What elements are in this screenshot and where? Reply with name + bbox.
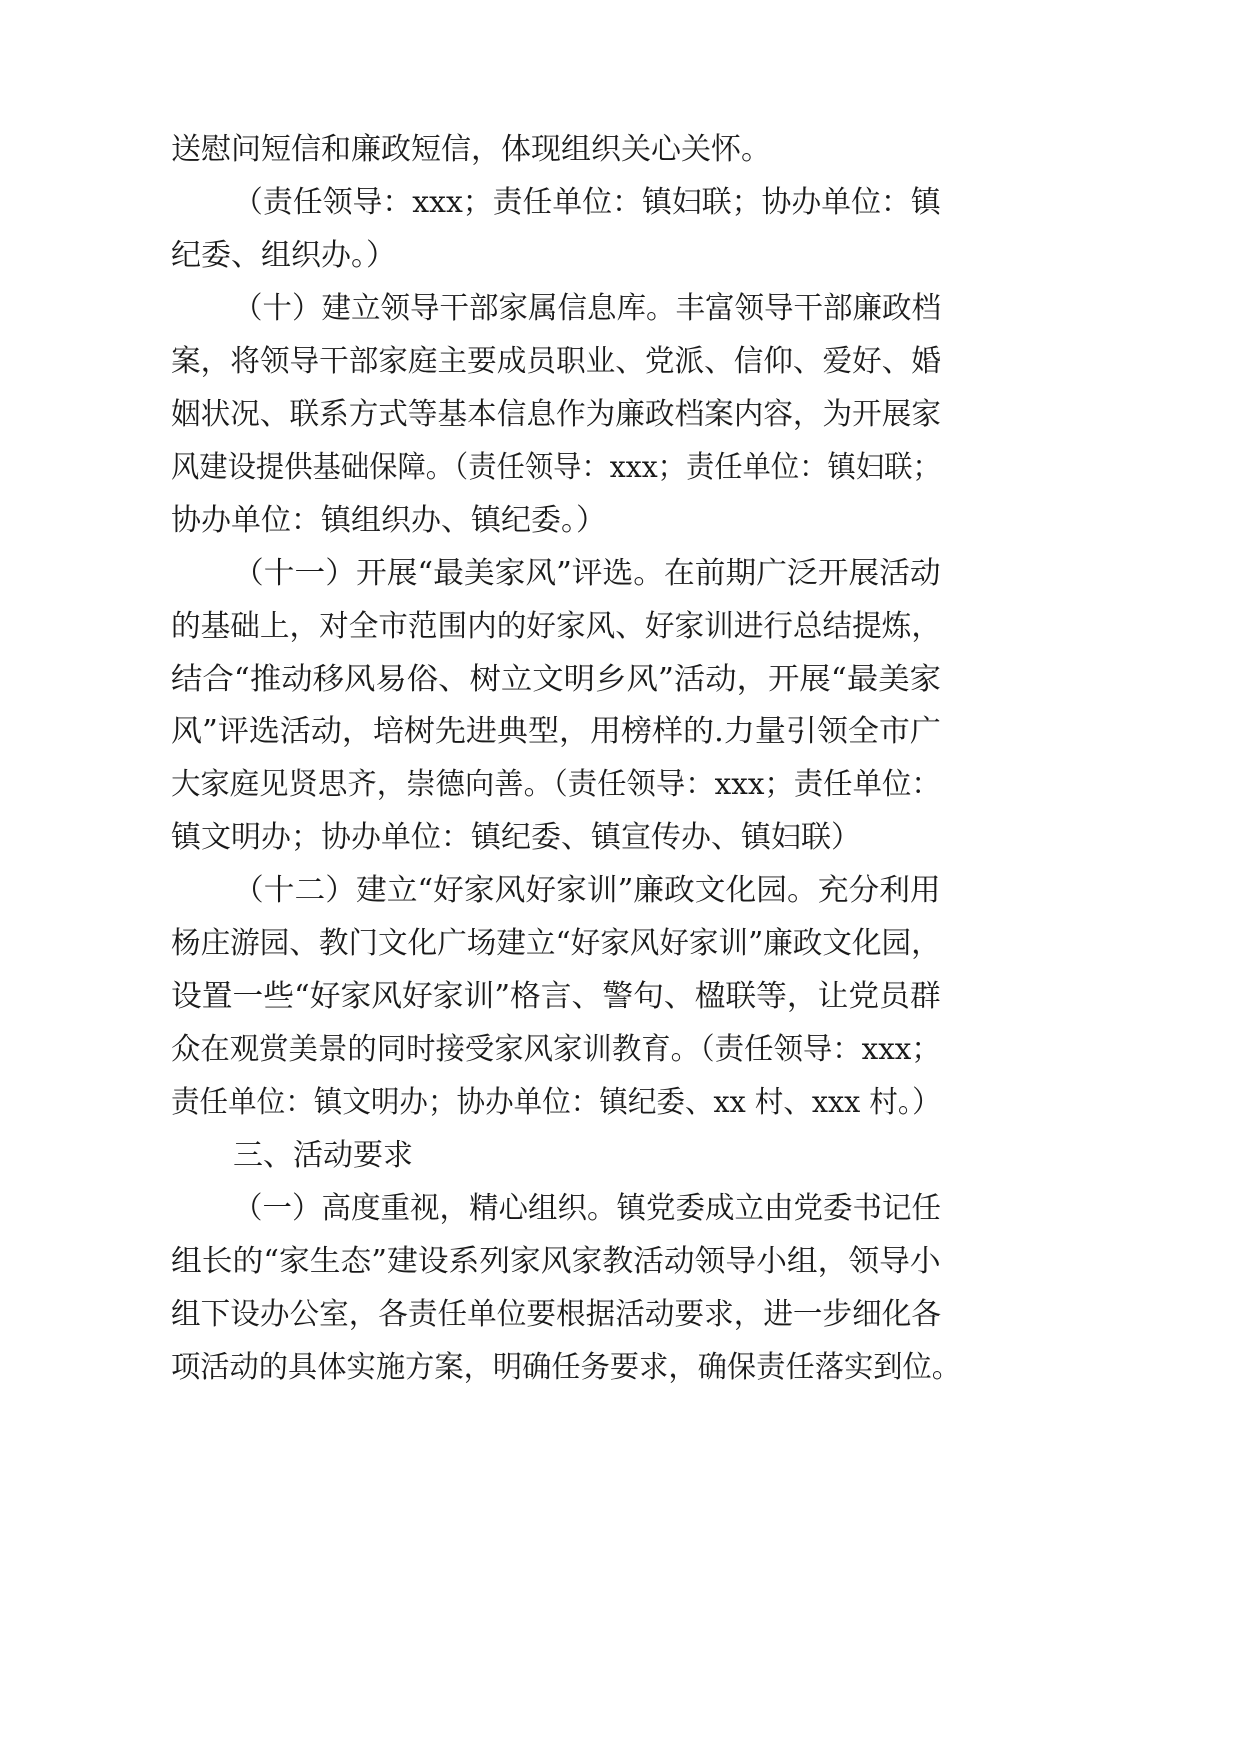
text-line: 案，将领导干部家庭主要成员职业、党派、信仰、爱好、婚 xyxy=(171,343,942,379)
text-line: （责任领导：xxx；责任单位：镇妇联；协办单位：镇 xyxy=(233,184,941,220)
section-heading: 三、活动要求 xyxy=(233,1138,413,1174)
text-line: （一）高度重视，精心组织。镇党委成立由党委书记任 xyxy=(233,1191,941,1226)
text-line: 送慰问短信和廉政短信，体现组织关心关怀。 xyxy=(171,132,771,167)
text-line: 风”评选活动，培树先进典型，用榜样的.力量引领全市广 xyxy=(171,714,941,750)
text-line: 大家庭见贤思齐，崇德向善。（责任领导：xxx；责任单位： xyxy=(171,767,941,803)
text-line: 设置一些“好家风好家训”格言、警句、楹联等，让党员群 xyxy=(171,979,941,1015)
text-line: 结合“推动移风易俗、树立文明乡风”活动，开展“最美家 xyxy=(171,661,942,697)
text-line: （十二）建立“好家风好家训”廉政文化园。充分利用 xyxy=(233,873,941,909)
text-line: 的基础上，对全市范围内的好家风、好家训进行总结提炼， xyxy=(171,608,942,644)
text-line: 风建设提供基础保障。（责任领导：xxx；责任单位：镇妇联； xyxy=(171,449,941,485)
text-line: 责任单位：镇文明办；协办单位：镇纪委、xx 村、xxx 村。） xyxy=(171,1085,941,1121)
text-line: 杨庄游园、教门文化广场建立“好家风好家训”廉政文化园， xyxy=(171,926,941,962)
text-line: 协办单位：镇组织办、镇纪委。） xyxy=(171,502,606,538)
text-line: 众在观赏美景的同时接受家风家训教育。（责任领导：xxx； xyxy=(171,1032,941,1068)
text-line: 纪委、组织办。） xyxy=(171,237,396,273)
text-line: 组长的“家生态”建设系列家风家教活动领导小组，领导小 xyxy=(171,1243,941,1279)
text-line: 镇文明办；协办单位：镇纪委、镇宣传办、镇妇联） xyxy=(171,820,861,856)
text-line: （十）建立领导干部家属信息库。丰富领导干部廉政档 xyxy=(233,290,941,326)
text-line: 项活动的具体实施方案，明确任务要求，确保责任落实到位。 xyxy=(171,1349,961,1385)
text-line: （十一）开展“最美家风”评选。在前期广泛开展活动 xyxy=(233,555,941,591)
text-line: 姻状况、联系方式等基本信息作为廉政档案内容，为开展家 xyxy=(171,396,942,432)
text-line: 组下设办公室，各责任单位要根据活动要求，进一步细化各 xyxy=(171,1296,942,1332)
